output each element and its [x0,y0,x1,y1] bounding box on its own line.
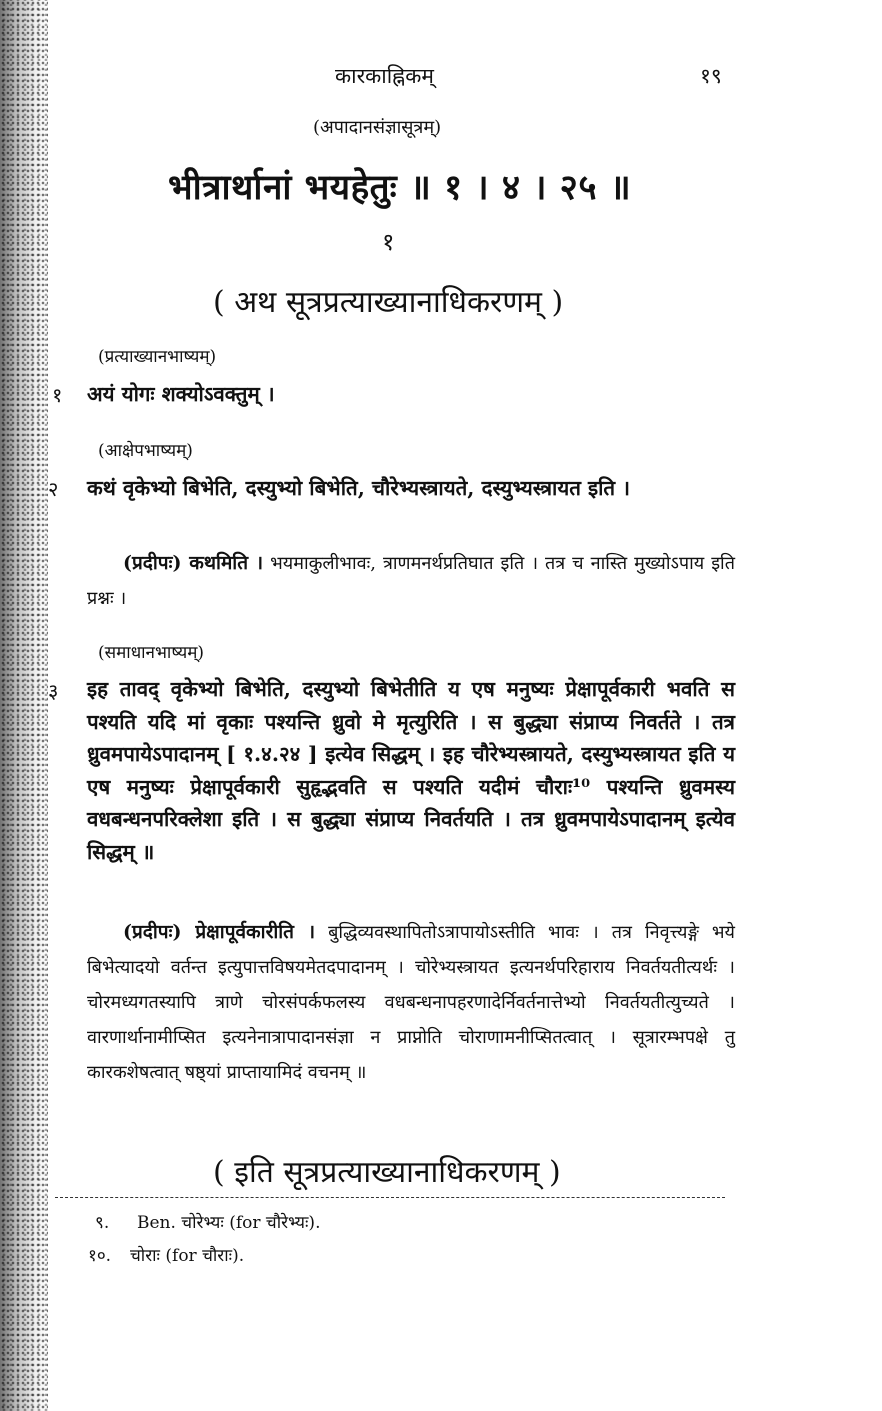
bhashya-text: अयं योगः शक्योऽवक्तुम् । [87,382,275,406]
section-number: १ [382,228,395,256]
footnote-text: Ben. चोरेभ्यः (for चौरेभ्यः). [137,1213,321,1233]
pradipa-lead: (प्रदीपः) प्रेक्षापूर्वकारीति । [123,921,316,943]
pradipa-commentary [87,546,735,616]
footnote-divider [55,1197,725,1198]
pradipa-text: बुद्धिव्यवस्थापितोऽत्रापायोऽस्तीति भावः । तत्र निवृत्त्यङ्गे भये बिभेत्यादयो वर्तन्त इत्युपात्तविषयमेतदपादानम् । चोरेभ्यस्त्रायत इत्यनर्थपरिहाराय निवर्तयतीत्यर्थः । चोरमध्यगतस्यापि त्राणे चोरसंपर्कफलस्य वधबन्धनापहरणादेर्निवर्तनात्तेभ्यो निवर्तयतीत्युच्यते । वारणार्थानामीप्सित इत्यनेनात्रापादानसंज्ञा न प्राप्नोति चोराणामनीप्सितत्वात् । सूत्रारम्भपक्षे तु कारकशेषत्वात् षष्ठ्यां प्राप्तायामिदं वचनम् ॥ [87,922,735,1083]
pradipa-lead: (प्रदीपः) कथमिति । [123,552,264,574]
sutra-text: भीत्रार्थानां भयहेतुः ॥ १ । ४ । २५ ॥ [168,167,632,208]
footnote [88,1243,244,1266]
paragraph-label: (प्रत्याख्यानभाष्यम्) [98,347,217,367]
pradipa-text: भयमाकुलीभावः, त्राणमनर्थप्रतिघात इति । तत्र च नास्ति मुख्योऽपाय इति प्रश्नः । [87,553,735,609]
footnote-number: ९. [95,1213,110,1233]
paragraph-number: ३ [48,679,59,703]
pradipa-commentary [87,915,735,1090]
section-title: ( अथ सूत्रप्रत्याख्यानाधिकरणम् ) [213,285,564,320]
page-number: १९ [700,64,722,88]
bhashya-text: कथं वृकेभ्यो बिभेति, दस्युभ्यो बिभेति, चौरेभ्यस्त्रायते, दस्युभ्यस्त्रायत इति । [87,476,631,500]
paragraph-number: १ [52,383,63,407]
paragraph-number: २ [48,477,59,501]
binding-edge-scan-shadow [0,0,48,1411]
footnote-text: चोराः (for चौराः). [130,1246,245,1266]
paragraph-label: (समाधानभाष्यम्) [98,643,205,663]
bhashya-text: इह तावद् वृकेभ्यो बिभेति, दस्युभ्यो बिभेतीति य एष मनुष्यः प्रेक्षापूर्वकारी भवति स पश्यति यदि मां वृकाः पश्यन्ति ध्रुवो मे मृत्युरिति । स बुद्ध्या संप्राप्य निवर्तते । तत्र ध्रुवमपायेऽपादानम् [ १.४.२४ ] इत्येव सिद्धम् । इह चौरेभ्यस्त्रायते, दस्युभ्यस्त्रायत इति य एष मनुष्यः प्रेक्षापूर्वकारी सुहृद्भवति स पश्यति यदीमं चौराः¹⁰ पश्यन्ति ध्रुवमस्य वधबन्धनपरिक्लेशा इति । स बुद्ध्या संप्राप्य निवर्तयति । तत्र ध्रुवमपायेऽपादानम् इत्येव सिद्धम् ॥ [87,677,735,864]
footnote-number: १०. [88,1246,112,1266]
paragraph-label: (आक्षेपभाष्यम्) [98,441,193,461]
footnote [95,1210,320,1233]
section-end: ( इति सूत्रप्रत्याख्यानाधिकरणम् ) [213,1155,561,1190]
sutra-name: (अपादानसंज्ञासूत्रम्) [313,117,442,138]
running-head: कारकाह्निकम् [335,64,434,88]
